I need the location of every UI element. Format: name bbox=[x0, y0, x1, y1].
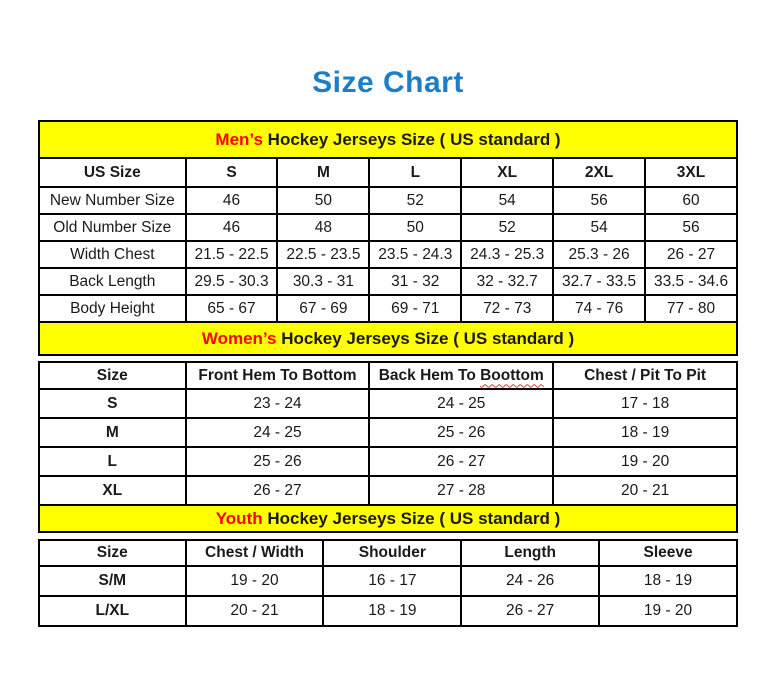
table-cell: 24.3 - 25.3 bbox=[461, 241, 553, 268]
table-row bbox=[39, 476, 737, 505]
mens-col-header: L bbox=[369, 158, 461, 187]
table-cell: 21.5 - 22.5 bbox=[186, 241, 278, 268]
womens-row-label: XL bbox=[39, 476, 186, 505]
table-row bbox=[39, 389, 737, 418]
table-cell: 50 bbox=[277, 187, 369, 214]
youth-section-title-band bbox=[38, 504, 738, 533]
table-cell: 24 - 26 bbox=[461, 566, 599, 596]
womens-section-title-band bbox=[38, 321, 738, 356]
table-row bbox=[39, 295, 737, 322]
womens-col-header: Front Hem To Bottom bbox=[186, 362, 370, 389]
womens-row-label: M bbox=[39, 418, 186, 447]
mens-row-label: New Number Size bbox=[39, 187, 186, 214]
mens-row-label: Back Length bbox=[39, 268, 186, 295]
table-row bbox=[39, 241, 737, 268]
youth-row-label: L/XL bbox=[39, 596, 186, 626]
womens-col-header: Chest / Pit To Pit bbox=[553, 362, 737, 389]
table-cell: 27 - 28 bbox=[369, 476, 553, 505]
mens-col-header: US Size bbox=[39, 158, 186, 187]
youth-col-header: Sleeve bbox=[599, 540, 737, 566]
womens-header-row bbox=[39, 362, 737, 389]
table-cell: 52 bbox=[369, 187, 461, 214]
mens-title-highlight: Men’s bbox=[215, 130, 263, 149]
mens-col-header: M bbox=[277, 158, 369, 187]
womens-col-header bbox=[369, 362, 553, 389]
table-cell: 22.5 - 23.5 bbox=[277, 241, 369, 268]
womens-col-header-misspelled-word: Boottom bbox=[480, 366, 544, 384]
mens-row-label: Width Chest bbox=[39, 241, 186, 268]
table-cell: 54 bbox=[461, 187, 553, 214]
table-row bbox=[39, 418, 737, 447]
mens-col-header: XL bbox=[461, 158, 553, 187]
table-row bbox=[39, 447, 737, 476]
table-row bbox=[39, 187, 737, 214]
youth-size-table bbox=[38, 539, 738, 627]
womens-col-header: Size bbox=[39, 362, 186, 389]
youth-col-header: Shoulder bbox=[323, 540, 461, 566]
table-cell: 74 - 76 bbox=[553, 295, 645, 322]
table-cell: 24 - 25 bbox=[186, 418, 370, 447]
page-title: Size Chart bbox=[312, 66, 464, 99]
womens-row-label: L bbox=[39, 447, 186, 476]
table-cell: 67 - 69 bbox=[277, 295, 369, 322]
womens-size-table bbox=[38, 361, 738, 506]
table-cell: 48 bbox=[277, 214, 369, 241]
youth-row-label: S/M bbox=[39, 566, 186, 596]
table-cell: 18 - 19 bbox=[323, 596, 461, 626]
table-cell: 20 - 21 bbox=[186, 596, 324, 626]
mens-row-label: Body Height bbox=[39, 295, 186, 322]
table-cell: 52 bbox=[461, 214, 553, 241]
mens-title-rest: Hockey Jerseys Size ( US standard ) bbox=[262, 130, 561, 149]
table-cell: 18 - 19 bbox=[553, 418, 737, 447]
table-row bbox=[39, 214, 737, 241]
table-cell: 46 bbox=[186, 187, 278, 214]
table-cell: 50 bbox=[369, 214, 461, 241]
mens-col-header: 2XL bbox=[553, 158, 645, 187]
table-cell: 24 - 25 bbox=[369, 389, 553, 418]
youth-col-header: Length bbox=[461, 540, 599, 566]
table-cell: 32 - 32.7 bbox=[461, 268, 553, 295]
womens-row-label: S bbox=[39, 389, 186, 418]
youth-col-header: Chest / Width bbox=[186, 540, 324, 566]
table-row bbox=[39, 268, 737, 295]
table-cell: 29.5 - 30.3 bbox=[186, 268, 278, 295]
table-cell: 19 - 20 bbox=[553, 447, 737, 476]
mens-col-header: 3XL bbox=[645, 158, 737, 187]
womens-title-rest: Hockey Jerseys Size ( US standard ) bbox=[276, 329, 575, 348]
table-cell: 31 - 32 bbox=[369, 268, 461, 295]
table-cell: 23.5 - 24.3 bbox=[369, 241, 461, 268]
mens-col-header: S bbox=[186, 158, 278, 187]
table-cell: 26 - 27 bbox=[186, 476, 370, 505]
table-cell: 56 bbox=[645, 214, 737, 241]
youth-col-header: Size bbox=[39, 540, 186, 566]
mens-size-table bbox=[38, 157, 738, 323]
table-cell: 19 - 20 bbox=[186, 566, 324, 596]
table-cell: 16 - 17 bbox=[323, 566, 461, 596]
table-cell: 69 - 71 bbox=[369, 295, 461, 322]
table-cell: 46 bbox=[186, 214, 278, 241]
mens-header-row bbox=[39, 158, 737, 187]
table-row bbox=[39, 596, 737, 626]
mens-row-label: Old Number Size bbox=[39, 214, 186, 241]
table-cell: 30.3 - 31 bbox=[277, 268, 369, 295]
table-cell: 26 - 27 bbox=[645, 241, 737, 268]
youth-title-highlight: Youth bbox=[215, 509, 263, 528]
table-cell: 25 - 26 bbox=[186, 447, 370, 476]
table-cell: 19 - 20 bbox=[599, 596, 737, 626]
table-cell: 26 - 27 bbox=[369, 447, 553, 476]
table-cell: 72 - 73 bbox=[461, 295, 553, 322]
youth-title-rest: Hockey Jerseys Size ( US standard ) bbox=[262, 509, 561, 528]
table-cell: 23 - 24 bbox=[186, 389, 370, 418]
table-cell: 25.3 - 26 bbox=[553, 241, 645, 268]
table-row bbox=[39, 566, 737, 596]
table-cell: 60 bbox=[645, 187, 737, 214]
womens-title-highlight: Women’s bbox=[201, 329, 277, 348]
table-cell: 54 bbox=[553, 214, 645, 241]
table-cell: 18 - 19 bbox=[599, 566, 737, 596]
table-cell: 33.5 - 34.6 bbox=[645, 268, 737, 295]
table-cell: 65 - 67 bbox=[186, 295, 278, 322]
womens-col-header-back-prefix: Back Hem To bbox=[378, 366, 481, 384]
table-cell: 17 - 18 bbox=[553, 389, 737, 418]
table-cell: 25 - 26 bbox=[369, 418, 553, 447]
table-cell: 32.7 - 33.5 bbox=[553, 268, 645, 295]
youth-header-row bbox=[39, 540, 737, 566]
table-cell: 77 - 80 bbox=[645, 295, 737, 322]
table-cell: 56 bbox=[553, 187, 645, 214]
table-cell: 26 - 27 bbox=[461, 596, 599, 626]
table-cell: 20 - 21 bbox=[553, 476, 737, 505]
mens-section-title-band bbox=[38, 120, 738, 159]
